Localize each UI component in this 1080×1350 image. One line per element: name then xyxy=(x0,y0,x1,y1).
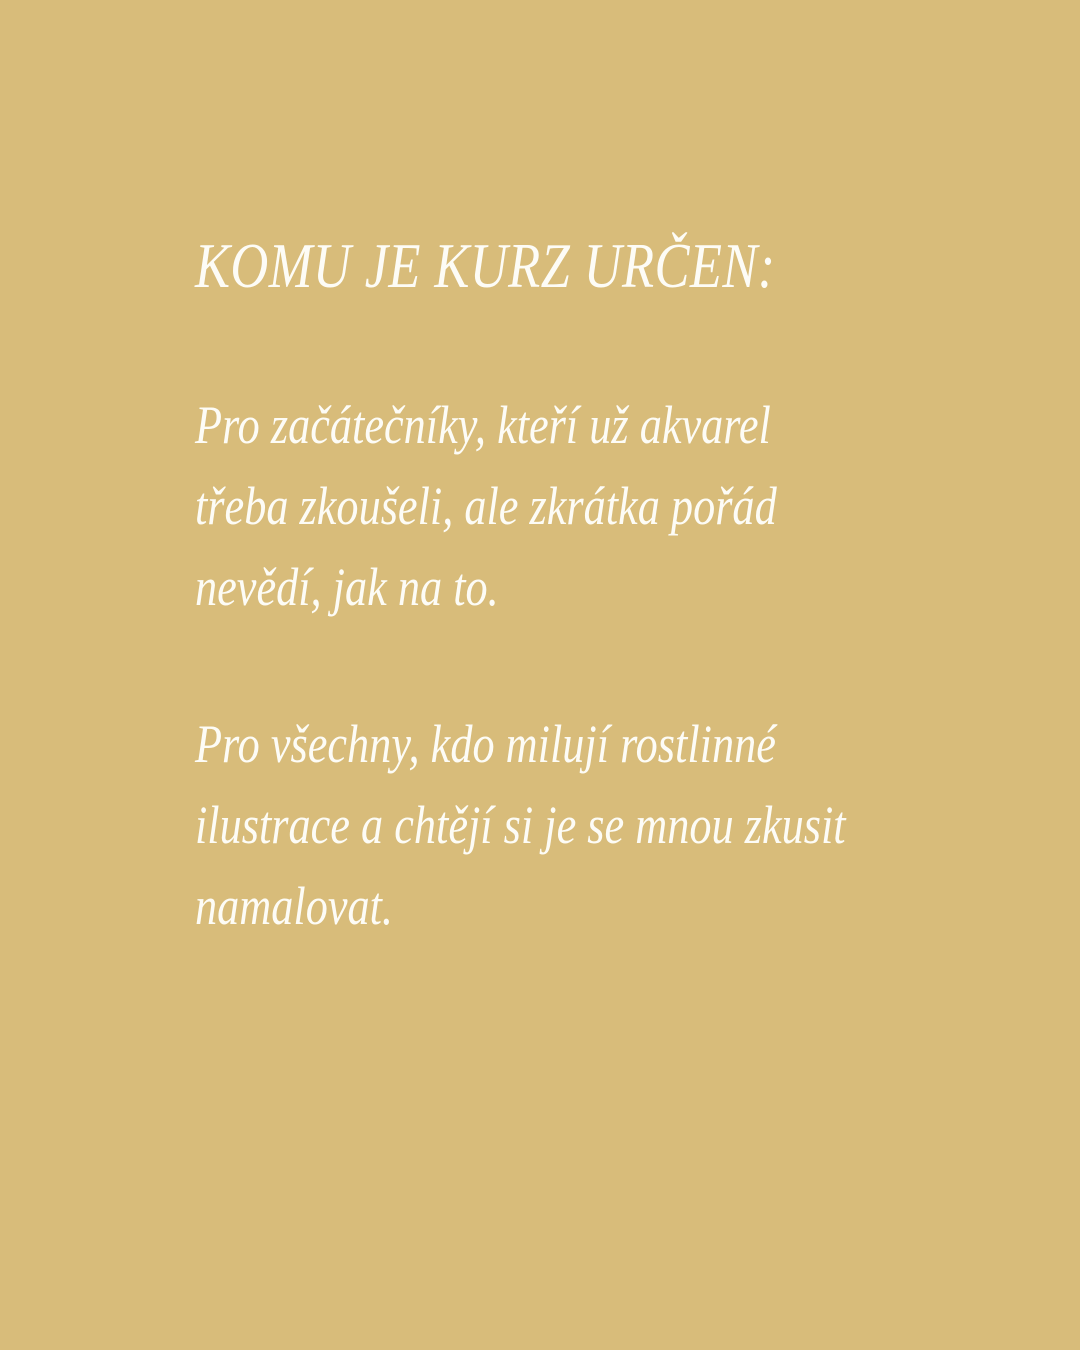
text-line: Pro všechny, kdo milují rostlinné xyxy=(195,714,776,774)
paragraph-beginners xyxy=(195,385,846,628)
text-line: nevědí, jak na to. xyxy=(195,557,499,617)
paragraph-plant-lovers xyxy=(195,704,846,947)
body-text xyxy=(195,385,846,947)
text-line: ilustrace a chtějí si je se mnou zkusit xyxy=(195,795,846,855)
text-line: Pro začátečníky, kteří už akvarel xyxy=(195,395,771,455)
text-line: namalovat. xyxy=(195,876,394,936)
text-line: třeba zkoušeli, ale zkrátka pořád xyxy=(195,476,777,536)
page-title: KOMU JE KURZ URČEN: xyxy=(195,230,776,301)
